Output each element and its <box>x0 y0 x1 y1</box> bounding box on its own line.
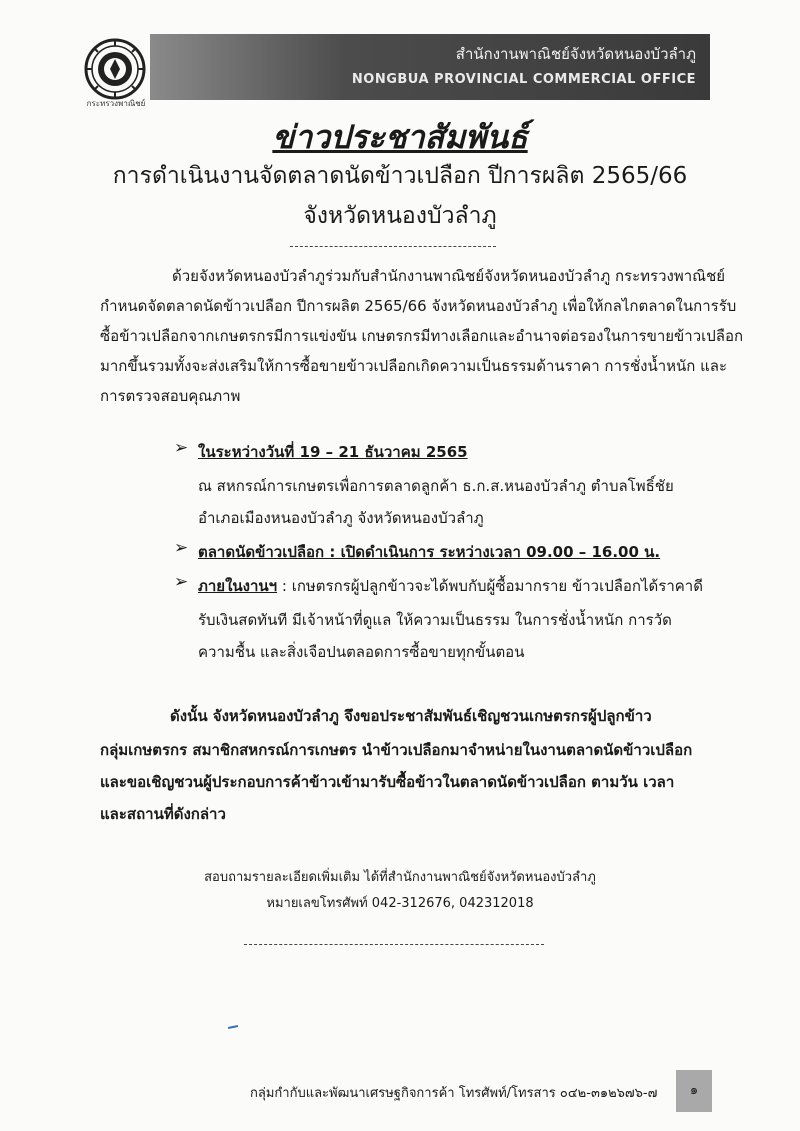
closing-line-2: กลุ่มเกษตรกร สมาชิกสหกรณ์การเกษตร นำข้าวเปลือกมาจำหน่ายในงานตลาดนัดข้าวเปลือก <box>100 741 693 759</box>
office-name-thai: สำนักงานพาณิชย์จังหวัดหนองบัวลำภู <box>455 45 696 63</box>
closing-line-4: และสถานที่ดังกล่าว <box>100 805 226 823</box>
document-title: ข่าวประชาสัมพันธ์ <box>272 118 528 156</box>
intro-line-2: กำหนดจัดตลาดนัดข้าวเปลือก ปีการผลิต 2565/66 จังหวัดหนองบัวลำภู เพื่อให้กลไกตลาดในการรับ <box>100 297 737 315</box>
arrow-bullet-icon: ➢ <box>174 538 189 558</box>
closing-line-1: ดังนั้น จังหวัดหนองบัวลำภู จึงขอประชาสัมพันธ์เชิญชวนเกษตรกรผู้ปลูกข้าว <box>170 707 652 725</box>
contact-divider <box>244 944 544 945</box>
title-divider <box>290 246 496 247</box>
intro-line-4: มากขึ้นรวมทั้งจะส่งเสริมให้การซื้อขายข้าวเปลือกเกิดความเป็นธรรมด้านราคา การชั่งน้ำหนัก และ <box>100 357 728 375</box>
intro-line-1: ด้วยจังหวัดหนองบัวลำภูร่วมกับสำนักงานพาณิชย์จังหวัดหนองบัวลำภู กระทรวงพาณิชย์ <box>172 267 726 285</box>
event-highlights-text: : เกษตรกรผู้ปลูกข้าวจะได้พบกับผู้ซื้อมากราย ข้าวเปลือกได้ราคาดี <box>277 577 703 595</box>
office-name-english: NONGBUA PROVINCIAL COMMERCIAL OFFICE <box>351 72 696 87</box>
closing-line-3: และขอเชิญชวนผู้ประกอบการค้าข้าวเข้ามารับซื้อข้าวในตลาดนัดข้าวเปลือก ตามวัน เวลา <box>100 773 675 791</box>
event-highlights-line-1 <box>198 572 703 600</box>
pen-mark <box>228 1025 238 1029</box>
document-subtitle-line-2: จังหวัดหนองบัวลำภู <box>303 203 497 229</box>
event-highlights-line-2: รับเงินสดทันที มีเจ้าหน้าที่ดูแล ให้ความเป็นธรรม ในการชั่งน้ำหนัก การวัด <box>198 611 672 629</box>
event-highlights-line-3: ความชื้น และสิ่งเจือปนตลอดการซื้อขายทุกขั้นตอน <box>198 643 525 661</box>
event-dates: ในระหว่างวันที่ 19 – 21 ธันวาคม 2565 <box>198 443 468 461</box>
document-subtitle-line-1: การดำเนินงานจัดตลาดนัดข้าวเปลือก ปีการผลิต 2565/66 <box>112 163 688 189</box>
intro-line-5: การตรวจสอบคุณภาพ <box>100 387 241 405</box>
event-venue-line-1: ณ สหกรณ์การเกษตรเพื่อการตลาดลูกค้า ธ.ก.ส.หนองบัวลำภู ตำบลโพธิ์ชัย <box>198 477 674 495</box>
market-hours: ตลาดนัดข้าวเปลือก : เปิดดำเนินการ ระหว่างเวลา 09.00 – 16.00 น. <box>198 543 661 561</box>
page-number: ๑ <box>676 1070 712 1112</box>
arrow-bullet-icon: ➢ <box>174 572 189 592</box>
letterhead-band <box>150 34 710 100</box>
contact-phone: หมายเลขโทรศัพท์ 042-312676, 042312018 <box>266 896 534 911</box>
contact-line-1: สอบถามรายละเอียดเพิ่มเติม ได้ที่สำนักงานพาณิชย์จังหวัดหนองบัวลำภู <box>204 870 596 885</box>
arrow-bullet-icon: ➢ <box>174 438 189 458</box>
seal-caption: กระทรวงพาณิชย์ <box>86 99 146 108</box>
event-venue-line-2: อำเภอเมืองหนองบัวลำภู จังหวัดหนองบัวลำภู <box>198 509 484 527</box>
footer-contact: กลุ่มกำกับและพัฒนาเศรษฐกิจการค้า โทรศัพท์/โทรสาร ๐๔๒-๓๑๒๖๗๖-๗ <box>250 1086 658 1101</box>
event-highlights-label: ภายในงานฯ <box>198 577 278 595</box>
ministry-seal-icon <box>84 38 146 100</box>
intro-line-3: ซื้อข้าวเปลือกจากเกษตรกรมีการแข่งขัน เกษตรกรมีทางเลือกและอำนาจต่อรองในการขายข้าวเปลือก <box>100 327 744 345</box>
